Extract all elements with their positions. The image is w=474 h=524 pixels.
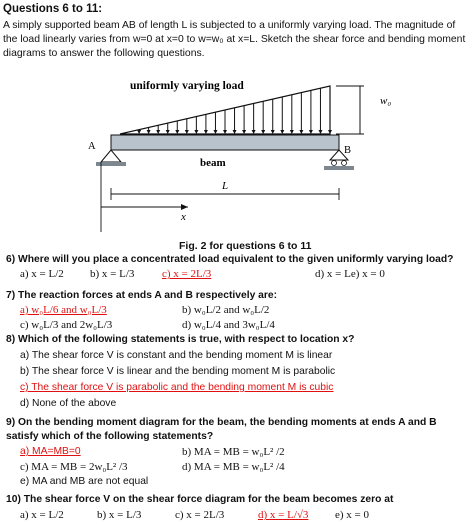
label-a: A: [88, 141, 96, 152]
x-label: x: [181, 211, 186, 223]
q10-option-d-answer: d) x = L/√3: [258, 509, 309, 521]
load-arrowhead: [175, 130, 179, 134]
q8-option-c-answer: c) The shear force V is parabolic and the bending moment M is cubic: [20, 382, 334, 393]
q6-option-c-answer: c) x = 2L/3: [162, 268, 212, 280]
load-arrowhead: [242, 130, 246, 134]
w0-label: w₀: [380, 95, 392, 107]
questions-title: Questions 6 to 11:: [3, 3, 103, 15]
q10-option-e: e) x = 0: [335, 509, 369, 521]
load-arrowhead: [252, 130, 256, 134]
question-10: 10) The shear force V on the shear force diagram for the beam becomes zero at: [6, 494, 394, 505]
q8-option-a: a) The shear force V is constant and the bending moment M is linear: [20, 350, 333, 361]
load-arrowhead: [137, 130, 141, 134]
load-title: uniformly varying load: [130, 80, 244, 92]
load-arrowhead: [309, 130, 313, 134]
question-7: 7) The reaction forces at ends A and B respectively are:: [6, 290, 278, 301]
load-arrowhead: [233, 130, 237, 134]
problem-statement: A simply supported beam AB of length L is subjected to a uniformly varying load. The magnitude of the load linearly varies from w=0 at x=0 to w=w₀ at x=L. Sketch the shear force and bending moment diagrams to answer the following questions.: [3, 20, 466, 59]
q8-option-b: b) The shear force V is linear and the bending moment M is parabolic: [20, 366, 336, 377]
q6-option-d-e: d) x = Le) x = 0: [315, 268, 385, 280]
q9-option-d: d) MA = MB = w₀L² /4: [182, 461, 285, 473]
load-arrowhead: [280, 130, 284, 134]
label-b: B: [344, 145, 352, 156]
q7-option-a-answer: a) w₀L/6 and w₀L/3: [20, 304, 107, 316]
load-arrowhead: [166, 130, 170, 134]
q8-option-d: d) None of the above: [20, 398, 117, 409]
q7-option-d: d) w₀L/4 and 3w₀L/4: [182, 319, 275, 331]
q6-option-a: a) x = L/2: [20, 268, 64, 280]
load-arrowhead: [328, 130, 332, 134]
q9-option-c: c) MA = MB = 2w₀L² /3: [20, 461, 128, 473]
q6-option-b: b) x = L/3: [90, 268, 135, 280]
load-arrows: [137, 86, 332, 134]
pin-support-a: [101, 150, 121, 162]
load-arrowhead: [318, 130, 322, 134]
load-arrowhead: [147, 130, 151, 134]
load-arrowhead: [194, 130, 198, 134]
load-arrowhead: [261, 130, 265, 134]
roller-wheel-left: [332, 161, 337, 166]
q9-option-b: b) MA = MB = w₀L² /2: [182, 446, 285, 458]
length-label: L: [222, 180, 229, 192]
load-arrowhead: [156, 130, 160, 134]
q9-option-e: e) MA and MB are not equal: [20, 476, 149, 487]
q9-option-a-answer: a) MA=MB=0: [20, 446, 81, 457]
ground-b: [324, 166, 354, 170]
load-arrowhead: [213, 130, 217, 134]
load-arrowhead: [223, 130, 227, 134]
q10-option-b: b) x = L/3: [97, 509, 142, 521]
figure-caption: Fig. 2 for questions 6 to 11: [179, 240, 312, 252]
q10-option-a: a) x = L/2: [20, 509, 64, 521]
q7-option-b: b) w₀L/2 and w₀L/2: [182, 304, 270, 316]
beam-body: [111, 135, 339, 150]
question-8: 8) Which of the following statements is true, with respect to location x?: [6, 334, 355, 345]
load-arrowhead: [271, 130, 275, 134]
q7-option-c: c) w₀L/3 and 2w₀L/3: [20, 319, 113, 331]
x-axis-arrowhead: [181, 204, 188, 210]
beam-label: beam: [200, 157, 226, 169]
load-arrowhead: [185, 130, 189, 134]
question-9: 9) On the bending moment diagram for the beam, the bending moments at ends A and B satisfy which of the following statements?: [6, 417, 437, 442]
question-6: 6) Where will you place a concentrated load equivalent to the given uniformly varying load?: [6, 254, 454, 265]
roller-wheel-right: [342, 161, 347, 166]
ground-a: [96, 162, 126, 166]
q10-option-c: c) x = 2L/3: [175, 509, 225, 521]
load-arrowhead: [290, 130, 294, 134]
load-arrowhead: [204, 130, 208, 134]
beam-figure: [0, 74, 474, 240]
load-arrowhead: [299, 130, 303, 134]
